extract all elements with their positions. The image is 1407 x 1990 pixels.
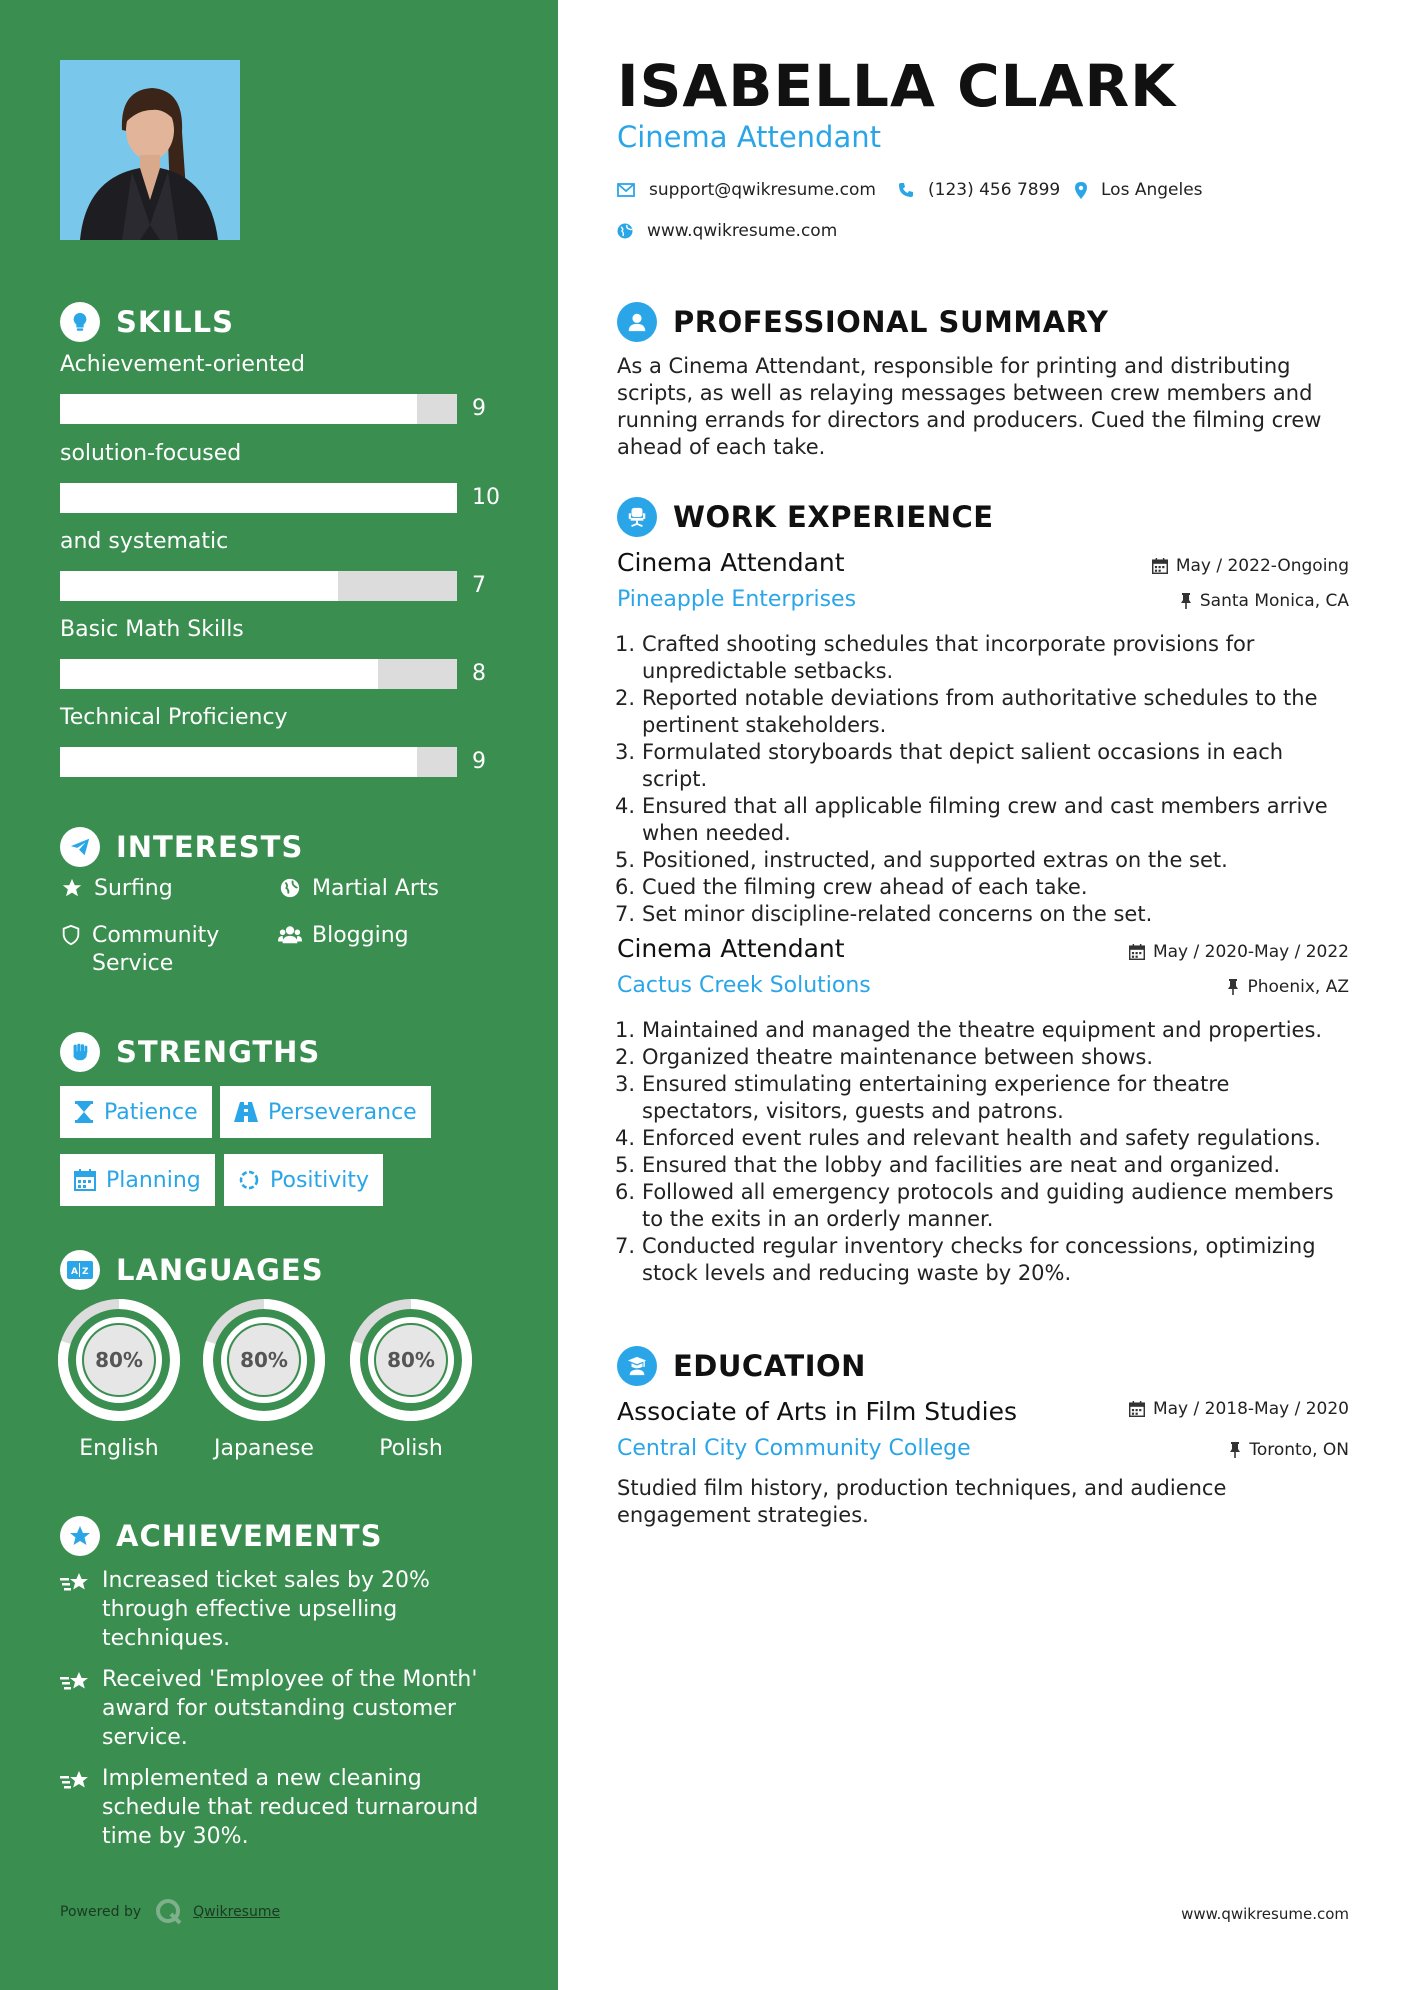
languages-heading xyxy=(60,1250,324,1290)
strengths-heading xyxy=(60,1032,320,1072)
duty-item: 6. Cued the filming crew ahead of each take. xyxy=(614,875,1088,899)
interests-title: INTERESTS xyxy=(116,830,304,864)
pushpin-icon xyxy=(1180,593,1192,609)
duty-item: 7. Set minor discipline-related concerns on the set. xyxy=(614,902,1153,926)
duty-text: Crafted shooting schedules that incorporate provisions for unpredictable setbacks. xyxy=(642,632,1255,683)
job-company: Pineapple Enterprises xyxy=(617,587,857,612)
globe-icon xyxy=(278,875,302,899)
skill-item xyxy=(60,529,500,598)
strength-label: Patience xyxy=(104,1099,198,1125)
interest-label: Community Service xyxy=(92,923,220,976)
interest-item xyxy=(60,875,173,903)
duty-text: Set minor discipline-related concerns on the set. xyxy=(642,902,1153,926)
duty-item: 3. Ensured stimulating entertaining experience for theatre spectators, visitors, guests and patrons. xyxy=(610,1071,1350,1125)
strength-label: Perseverance xyxy=(268,1099,417,1125)
skill-bar-fill xyxy=(60,483,457,513)
duty-text: Positioned, instructed, and supported extras on the set. xyxy=(642,848,1228,872)
duty-text: Formulated storyboards that depict salient occasions in each script. xyxy=(642,740,1284,791)
phone-icon xyxy=(898,182,914,198)
svg-text:Z: Z xyxy=(82,1267,89,1277)
duty-text: Conducted regular inventory checks for concessions, optimizing stock levels and reducing waste by 20%. xyxy=(642,1234,1316,1285)
interest-item xyxy=(278,922,409,950)
hourglass-icon xyxy=(74,1101,94,1123)
experience-title: WORK EXPERIENCE xyxy=(673,500,994,534)
duty-text: Enforced event rules and relevant health and safety regulations. xyxy=(642,1126,1321,1150)
education-title: EDUCATION xyxy=(673,1349,866,1383)
language-percent: 80% xyxy=(95,1348,143,1372)
language-item xyxy=(57,1298,181,1461)
skill-item xyxy=(60,705,500,774)
job-dates-text: May / 2022-Ongoing xyxy=(1175,556,1349,576)
skill-name: and systematic xyxy=(60,529,229,554)
strength-badge xyxy=(60,1086,212,1138)
interest-item xyxy=(278,875,439,903)
summary-title: PROFESSIONAL SUMMARY xyxy=(673,305,1109,339)
shooting-star-icon xyxy=(60,1665,94,1752)
envelope-icon xyxy=(617,183,635,197)
duty-item: 4. Enforced event rules and relevant health and safety regulations. xyxy=(614,1126,1321,1150)
job-location xyxy=(1227,977,1349,997)
skill-name: Technical Proficiency xyxy=(60,705,288,730)
road-icon xyxy=(234,1102,258,1122)
calendar-icon xyxy=(1129,944,1145,960)
achievement-item xyxy=(60,1764,500,1851)
education-location-text: Toronto, ON xyxy=(1249,1440,1349,1460)
svg-text:A: A xyxy=(71,1267,78,1277)
education-dates-text: May / 2018-May / 2020 xyxy=(1152,1399,1349,1419)
job-role: Cinema Attendant xyxy=(617,548,845,577)
duty-text: Ensured that all applicable filming crew and cast members arrive when needed. xyxy=(642,794,1328,845)
duty-item: 2. Reported notable deviations from authoritative schedules to the pertinent stakeholders. xyxy=(610,685,1350,739)
paper-plane-icon xyxy=(60,827,100,867)
duty-item: 1. Crafted shooting schedules that incorporate provisions for unpredictable setbacks. xyxy=(610,631,1350,685)
language-name: English xyxy=(79,1436,159,1461)
job-duties-list xyxy=(610,631,1350,928)
skill-value: 10 xyxy=(472,485,500,510)
skill-bar-fill xyxy=(60,659,378,689)
language-ring xyxy=(202,1298,326,1422)
shield-icon xyxy=(60,922,82,946)
users-icon xyxy=(278,922,302,946)
skill-item xyxy=(60,441,500,510)
achievement-text: Implemented a new cleaning schedule that reduced turnaround time by 30%. xyxy=(102,1766,479,1849)
duty-text: Cued the filming crew ahead of each take. xyxy=(642,875,1088,899)
job-dates-text: May / 2020-May / 2022 xyxy=(1152,942,1349,962)
lightbulb-icon xyxy=(60,302,100,342)
strength-badge xyxy=(60,1154,215,1206)
interests-heading xyxy=(60,827,303,867)
email-text[interactable]: support@qwikresume.com xyxy=(649,180,876,200)
star-icon xyxy=(60,875,84,899)
duty-text: Organized theatre maintenance between shows. xyxy=(642,1045,1154,1069)
interest-item xyxy=(60,922,260,978)
office-chair-icon xyxy=(617,497,657,537)
summary-text: As a Cinema Attendant, responsible for printing and distributing scripts, as well as relaying messages between crew members and running errands for directors and producers. Cued the filming crew ahead of each take. xyxy=(617,354,1322,459)
strengths-title: STRENGTHS xyxy=(116,1035,321,1069)
interest-label: Blogging xyxy=(312,923,409,948)
language-icon xyxy=(60,1250,100,1290)
skill-bar-fill xyxy=(60,747,417,777)
strength-badge xyxy=(224,1154,383,1206)
skill-name: Basic Math Skills xyxy=(60,617,244,642)
achievements-heading xyxy=(60,1516,382,1556)
language-name: Japanese xyxy=(214,1436,314,1461)
skill-bar xyxy=(60,659,457,689)
job-dates xyxy=(1152,556,1349,576)
candidate-name: ISABELLA CLARK xyxy=(617,52,1177,120)
skill-bar-fill xyxy=(60,394,417,424)
achievements-title: ACHIEVEMENTS xyxy=(116,1519,383,1553)
skill-bar xyxy=(60,571,457,601)
achievement-item xyxy=(60,1566,500,1653)
skill-name: Achievement-oriented xyxy=(60,352,306,377)
language-item xyxy=(349,1298,473,1461)
duty-text: Ensured stimulating entertaining experience for theatre spectators, visitors, guests and patrons. xyxy=(642,1072,1230,1123)
calendar-icon xyxy=(1129,1401,1145,1417)
education-description: Studied film history, production techniques, and audience engagement strategies. xyxy=(617,1476,1227,1527)
skill-bar xyxy=(60,483,457,513)
map-marker-icon xyxy=(1075,182,1087,199)
strength-badge xyxy=(220,1086,431,1138)
duty-item: 4. Ensured that all applicable filming crew and cast members arrive when needed. xyxy=(610,793,1350,847)
education-school: Central City Community College xyxy=(617,1436,971,1461)
skills-heading xyxy=(60,302,234,342)
skill-item xyxy=(60,617,500,686)
language-percent: 80% xyxy=(387,1348,435,1372)
language-percent: 80% xyxy=(240,1348,288,1372)
skill-bar xyxy=(60,394,457,424)
star-badge-icon xyxy=(60,1516,100,1556)
phone-text: (123) 456 7899 xyxy=(928,180,1061,200)
job-dates xyxy=(1129,942,1349,962)
job-duties-list xyxy=(610,1017,1350,1287)
skill-name: solution-focused xyxy=(60,441,242,466)
job-company: Cactus Creek Solutions xyxy=(617,973,871,998)
skill-item xyxy=(60,352,500,421)
languages-title: LANGUAGES xyxy=(116,1253,324,1287)
powered-by-label: Powered by xyxy=(60,1904,142,1920)
duty-text: Followed all emergency protocols and guiding audience members to the exits in an orderly manner. xyxy=(642,1180,1334,1231)
shooting-star-icon xyxy=(60,1764,94,1851)
contact-location xyxy=(1075,180,1203,200)
duty-text: Maintained and managed the theatre equipment and properties. xyxy=(642,1018,1323,1042)
location-text: Los Angeles xyxy=(1101,180,1203,200)
powered-by xyxy=(60,1898,280,1926)
sidebar xyxy=(0,0,558,1990)
interest-label: Surfing xyxy=(94,876,173,901)
duty-text: Ensured that the lobby and facilities are neat and organized. xyxy=(642,1153,1281,1177)
contact-website xyxy=(617,221,837,241)
duty-item: 6. Followed all emergency protocols and guiding audience members to the exits in an orderly manner. xyxy=(610,1179,1350,1233)
job-location-text: Phoenix, AZ xyxy=(1247,977,1349,997)
circle-notch-icon xyxy=(238,1169,260,1191)
language-ring xyxy=(57,1298,181,1422)
candidate-title: Cinema Attendant xyxy=(617,120,881,154)
pushpin-icon xyxy=(1229,1442,1241,1458)
skill-value: 9 xyxy=(472,749,486,774)
duty-text: Reported notable deviations from authoritative schedules to the pertinent stakeholders. xyxy=(642,686,1318,737)
duty-item: 5. Ensured that the lobby and facilities are neat and organized. xyxy=(614,1153,1281,1177)
duty-item: 7. Conducted regular inventory checks for concessions, optimizing stock levels and reducing waste by 20%. xyxy=(610,1233,1350,1287)
website-text[interactable]: www.qwikresume.com xyxy=(647,221,838,241)
shooting-star-icon xyxy=(60,1566,94,1653)
duty-item: 1. Maintained and managed the theatre equipment and properties. xyxy=(614,1018,1323,1042)
fist-icon xyxy=(60,1032,100,1072)
job-location xyxy=(1180,591,1349,611)
pushpin-icon xyxy=(1227,979,1239,995)
qwikresume-logo-icon xyxy=(155,1898,183,1926)
summary-heading xyxy=(617,302,1108,342)
job-role: Cinema Attendant xyxy=(617,934,845,963)
achievement-text: Received 'Employee of the Month' award for outstanding customer service. xyxy=(102,1667,478,1750)
qwikresume-link[interactable]: Qwikresume xyxy=(193,1904,281,1920)
duty-item: 3. Formulated storyboards that depict salient occasions in each script. xyxy=(610,739,1350,793)
contact-email xyxy=(617,180,876,200)
calendar-icon xyxy=(1152,558,1168,574)
profile-photo xyxy=(60,60,240,240)
calendar-icon xyxy=(74,1169,96,1191)
education-degree: Associate of Arts in Film Studies xyxy=(617,1397,1018,1426)
achievement-item xyxy=(60,1665,500,1752)
experience-heading xyxy=(617,497,994,537)
skill-bar xyxy=(60,747,457,777)
skill-value: 7 xyxy=(472,573,486,598)
language-item xyxy=(202,1298,326,1461)
duty-item: 5. Positioned, instructed, and supported extras on the set. xyxy=(614,848,1228,872)
strength-label: Planning xyxy=(106,1167,201,1193)
skill-value: 9 xyxy=(472,396,486,421)
contact-phone xyxy=(898,180,1060,200)
education-heading xyxy=(617,1346,866,1386)
achievement-text: Increased ticket sales by 20% through effective upselling techniques. xyxy=(102,1568,430,1651)
user-icon xyxy=(617,302,657,342)
globe-icon xyxy=(617,223,633,239)
graduate-icon xyxy=(617,1346,657,1386)
education-dates xyxy=(1129,1399,1349,1419)
duty-item: 2. Organized theatre maintenance between shows. xyxy=(614,1045,1154,1069)
language-name: Polish xyxy=(379,1436,443,1461)
skill-value: 8 xyxy=(472,661,486,686)
job-location-text: Santa Monica, CA xyxy=(1199,591,1349,611)
skills-title: SKILLS xyxy=(116,305,234,339)
footer-url[interactable]: www.qwikresume.com xyxy=(1181,1905,1349,1923)
strength-label: Positivity xyxy=(270,1167,370,1193)
language-ring xyxy=(349,1298,473,1422)
education-location xyxy=(1229,1440,1349,1460)
interest-label: Martial Arts xyxy=(312,876,440,901)
skill-bar-fill xyxy=(60,571,338,601)
